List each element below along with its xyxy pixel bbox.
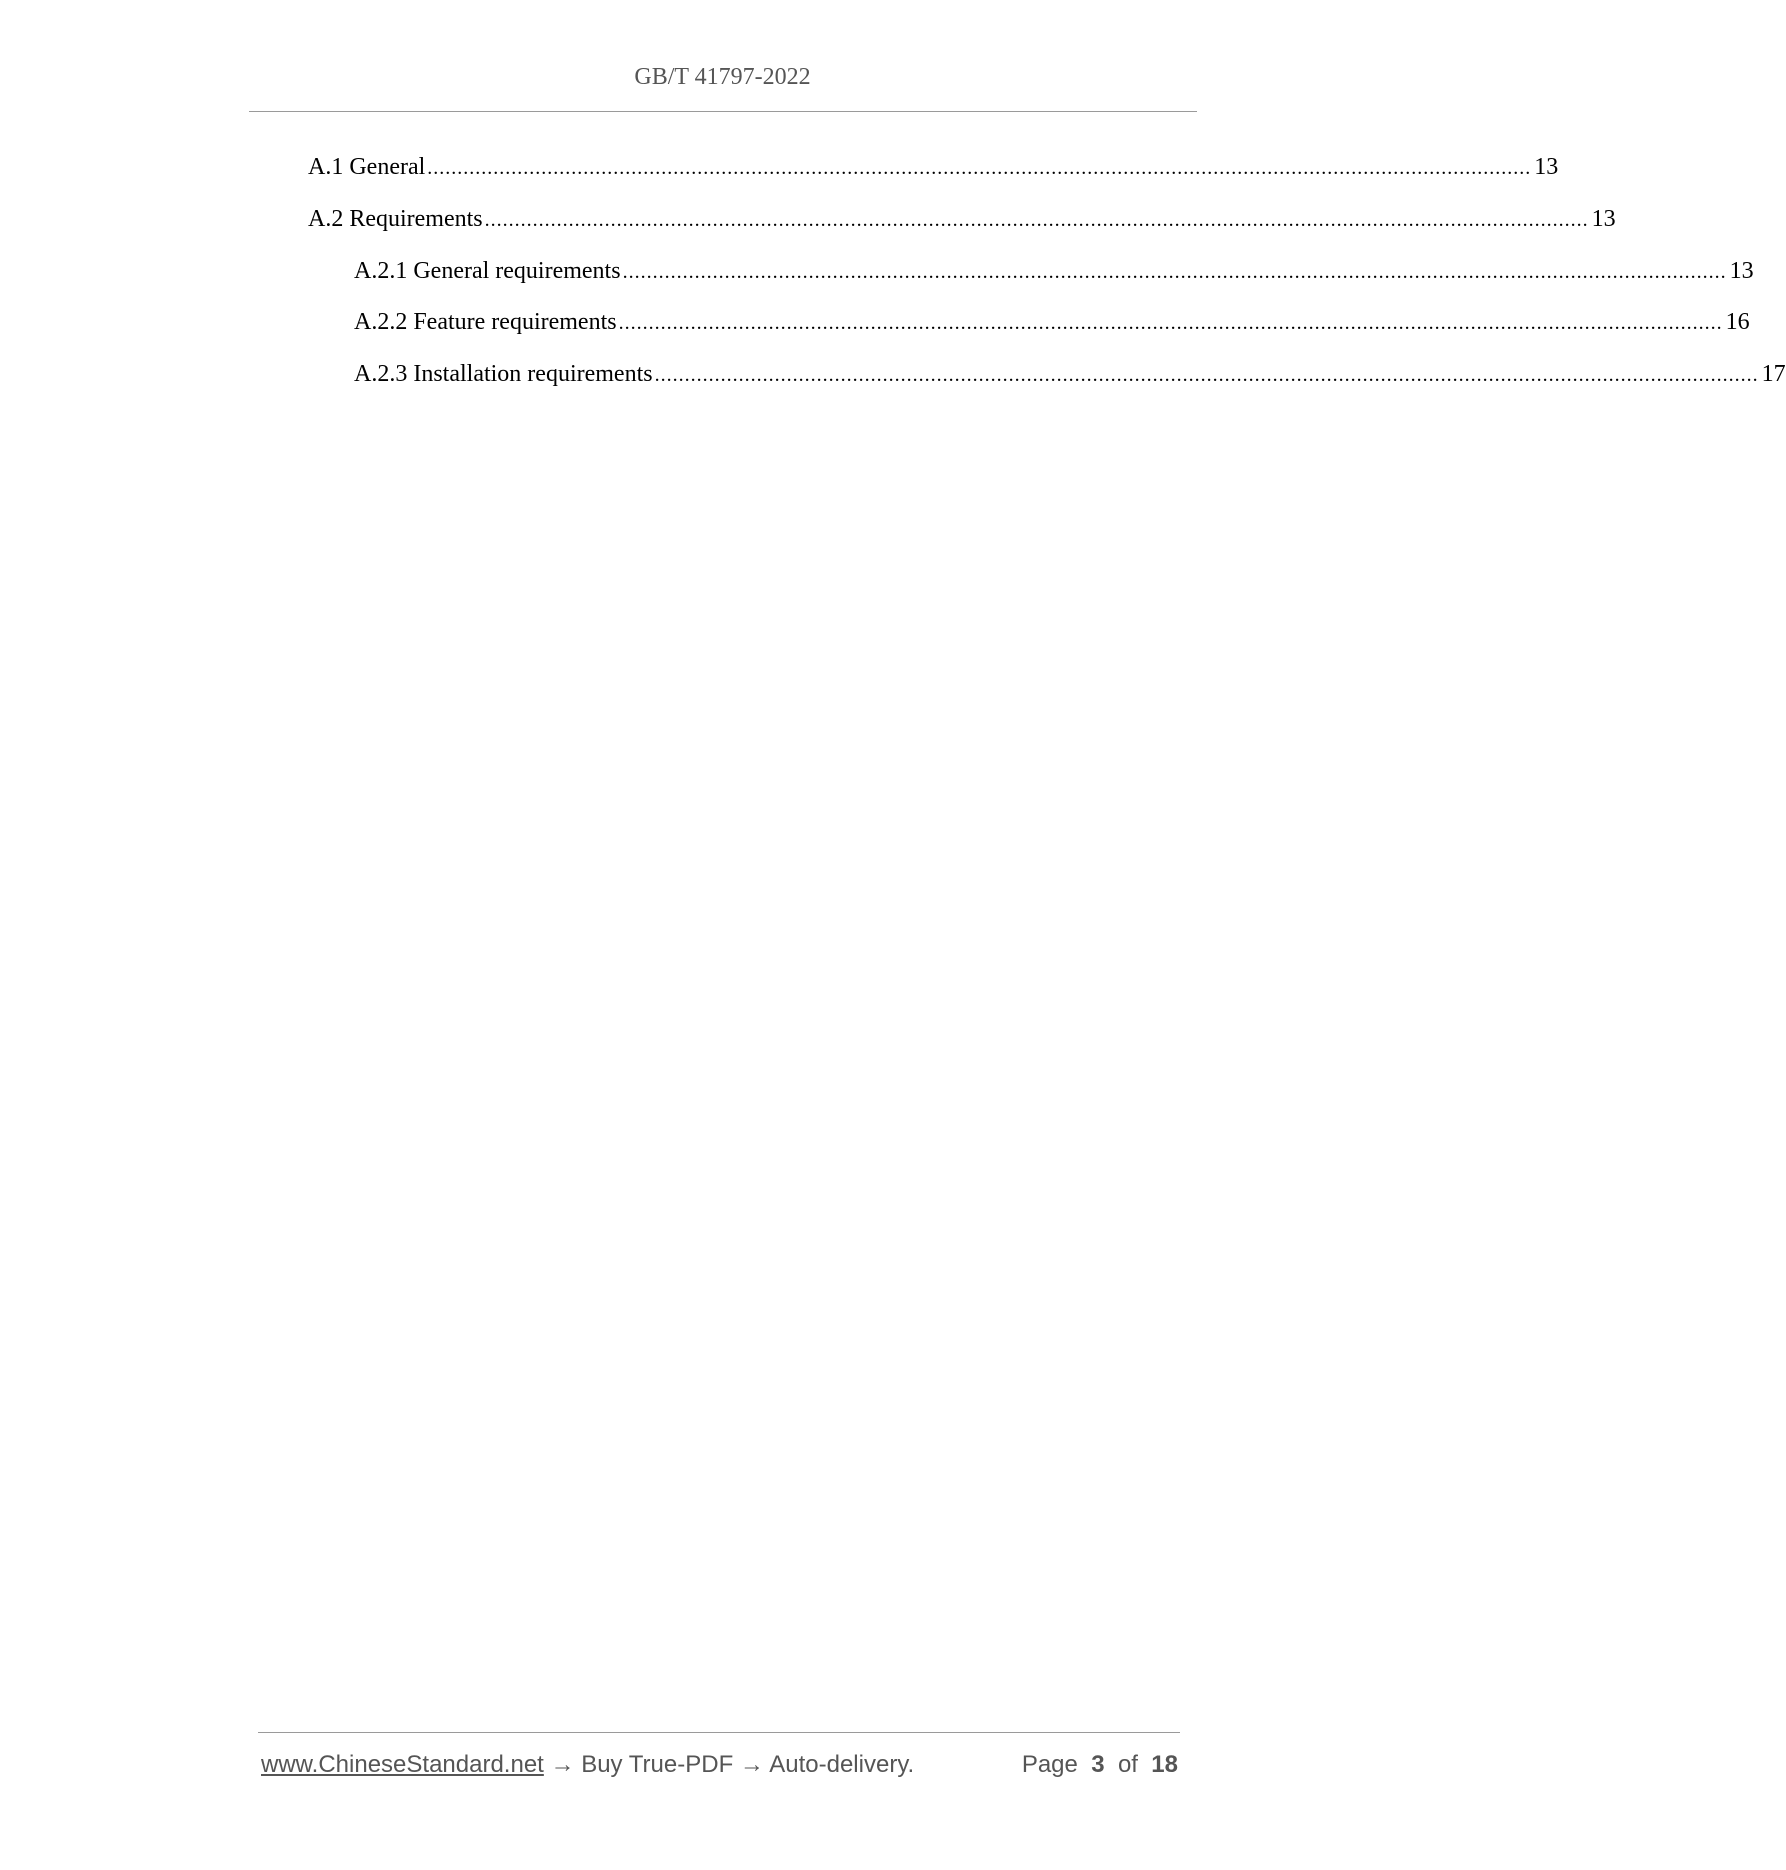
toc-dot-leader: ........................................................................................................................................................................................ xyxy=(622,261,1727,283)
arrow-right-icon: → xyxy=(550,1751,575,1778)
toc-entry-page: 13 xyxy=(1729,258,1754,284)
current-page-number: 3 xyxy=(1091,1751,1105,1778)
toc-dot-leader: ........................................................................................................................................................................................ xyxy=(618,312,1723,334)
page-header-title: GB/T 41797-2022 xyxy=(634,64,811,90)
toc-entry-label: A.2.1 General requirements xyxy=(354,258,621,284)
page-number xyxy=(1022,1748,1178,1782)
toc-entry-label: A.1 General xyxy=(308,154,426,180)
total-page-number: 18 xyxy=(1151,1751,1178,1778)
website-link[interactable]: www.ChineseStandard.net xyxy=(261,1751,544,1778)
page-word: Page xyxy=(1021,1751,1078,1778)
toc-entry-a22[interactable] xyxy=(354,305,1750,339)
arrow-right-icon: → xyxy=(739,1751,764,1778)
header-divider xyxy=(249,111,1197,112)
toc-dot-leader: ........................................................................................................................................................................................ xyxy=(654,364,1759,386)
buy-true-pdf-text: Buy True-PDF xyxy=(581,1751,734,1778)
footer-divider xyxy=(258,1732,1180,1733)
toc-entry-a1[interactable] xyxy=(308,150,1559,184)
auto-delivery-text: Auto-delivery. xyxy=(769,1751,915,1778)
toc-entry-label: A.2.3 Installation requirements xyxy=(354,361,653,387)
toc-entry-page: 17 xyxy=(1761,361,1786,387)
page-footer xyxy=(261,1748,1178,1782)
toc-dot-leader: ........................................................................................................................................................................................ xyxy=(427,157,1532,179)
toc-entry-page: 13 xyxy=(1591,206,1616,232)
toc-entry-a21[interactable] xyxy=(354,254,1754,288)
of-word: of xyxy=(1117,1751,1138,1778)
toc-entry-page: 13 xyxy=(1534,154,1559,180)
toc-entry-a2[interactable] xyxy=(308,202,1616,236)
toc-entry-label: A.2 Requirements xyxy=(308,206,483,232)
toc-entry-a23[interactable] xyxy=(354,357,1786,391)
toc-entry-label: A.2.2 Feature requirements xyxy=(354,309,617,335)
toc-entry-page: 16 xyxy=(1725,309,1750,335)
toc-dot-leader: ........................................................................................................................................................................................ xyxy=(484,209,1589,231)
